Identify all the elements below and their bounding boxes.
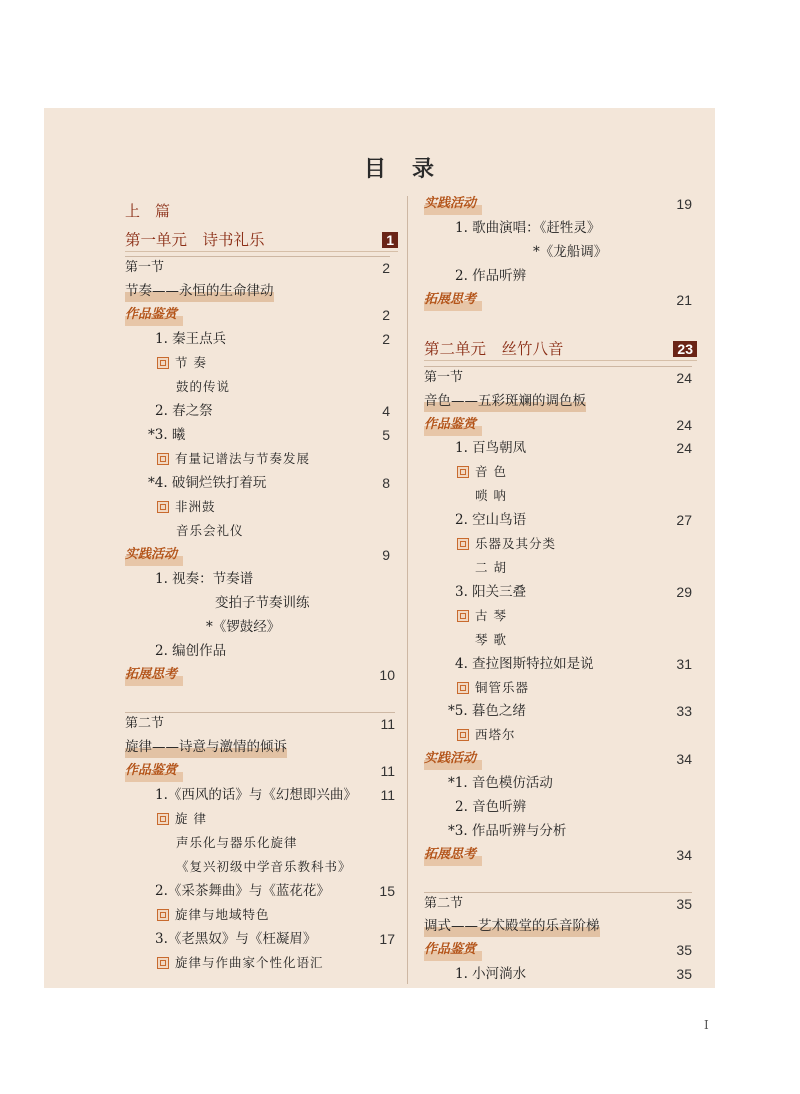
practice-entry[interactable]: 2. 编创作品 (155, 643, 227, 659)
unit-page-badge: 1 (382, 232, 398, 248)
category-practice[interactable]: 实践活动 9 (125, 544, 390, 566)
toc-entry[interactable]: 1. 秦王点兵 2 (155, 331, 390, 347)
category-appreciation[interactable]: 作品鉴赏 35 (424, 939, 692, 961)
toc-entry-optional[interactable]: *5. 暮色之绪 33 (448, 703, 692, 719)
category-practice[interactable]: 实践活动 34 (424, 748, 692, 770)
unit-page-badge: 23 (673, 341, 697, 357)
knot-icon (457, 610, 469, 622)
knowledge-subentry[interactable]: 音乐会礼仪 (176, 523, 244, 538)
toc-entry-optional[interactable]: *4. 破铜烂铁打着玩 8 (148, 475, 390, 491)
toc-entry-optional[interactable]: *3. 曦 5 (148, 427, 390, 443)
category-appreciation[interactable]: 作品鉴赏 24 (424, 414, 692, 436)
knowledge-subentry[interactable]: 《复兴初级中学音乐教科书》 (176, 859, 352, 874)
section-title[interactable]: 节奏——永恒的生命律动 (125, 280, 390, 302)
practice-entry[interactable]: 2. 音色听辨 (455, 799, 527, 815)
practice-entry[interactable]: 2. 作品听辨 (455, 268, 527, 284)
toc-entry[interactable]: 2. 春之祭 4 (155, 403, 390, 419)
knot-icon (457, 538, 469, 550)
knowledge-entry[interactable]: 音 色 (457, 461, 692, 483)
category-practice[interactable]: 实践活动 19 (424, 193, 692, 215)
part-label: 上 篇 (125, 202, 171, 220)
knot-icon (157, 357, 169, 369)
knowledge-subentry[interactable]: 二 胡 (475, 560, 507, 575)
page-number: I (704, 1018, 709, 1032)
practice-entry[interactable]: *3. 作品听辨与分析 (448, 823, 567, 839)
section-title[interactable]: 调式——艺术殿堂的乐音阶梯 (424, 915, 692, 937)
section-label[interactable]: 第一节 24 (424, 366, 692, 389)
knowledge-entry[interactable]: 有量记谱法与节奏发展 (157, 448, 390, 470)
column-divider (407, 196, 408, 984)
practice-entry[interactable]: *1. 音色模仿活动 (448, 775, 553, 791)
toc-entry[interactable]: 3. 阳关三叠 29 (455, 584, 692, 600)
knowledge-entry[interactable]: 西塔尔 (457, 724, 692, 746)
practice-entry[interactable]: 1. 歌曲演唱：《赶牲灵》 (455, 220, 601, 236)
knot-icon (457, 466, 469, 478)
toc-entry[interactable]: 1. 小河淌水 35 (455, 966, 692, 982)
section-label[interactable]: 第二节 35 (424, 892, 692, 915)
practice-subentry[interactable]: 变拍子节奏训练 (215, 595, 310, 611)
knowledge-entry[interactable]: 古 琴 (457, 605, 692, 627)
knot-icon (157, 813, 169, 825)
category-extension[interactable]: 拓展思考 34 (424, 844, 692, 866)
knowledge-entry[interactable]: 非洲鼓 (157, 496, 390, 518)
practice-subentry[interactable]: *《龙船调》 (533, 244, 608, 260)
practice-entry[interactable]: 1. 视奏：节奏谱 (155, 571, 254, 587)
knowledge-subentry[interactable]: 鼓的传说 (176, 379, 231, 394)
knowledge-subentry[interactable]: 唢 呐 (475, 488, 507, 503)
section-label[interactable]: 第一节 2 (125, 256, 390, 279)
knowledge-subentry[interactable]: 声乐化与器乐化旋律 (176, 835, 298, 850)
knowledge-entry[interactable]: 节 奏 (157, 352, 390, 374)
category-extension[interactable]: 拓展思考 21 (424, 289, 692, 311)
toc-entry[interactable]: 1.《西风的话》与《幻想即兴曲》 11 (155, 787, 395, 803)
knot-icon (457, 682, 469, 694)
knot-icon (157, 501, 169, 513)
toc-entry[interactable]: 4. 查拉图斯特拉如是说 31 (455, 656, 692, 672)
section-label[interactable]: 第二节 11 (125, 712, 395, 735)
section-title[interactable]: 旋律——诗意与激情的倾诉 (125, 736, 395, 758)
toc-entry[interactable]: 1. 百鸟朝凤 24 (455, 440, 692, 456)
knowledge-entry[interactable]: 铜管乐器 (457, 677, 692, 699)
knot-icon (157, 453, 169, 465)
toc-entry[interactable]: 2. 空山鸟语 27 (455, 512, 692, 528)
knot-icon (157, 909, 169, 921)
practice-subentry[interactable]: *《锣鼓经》 (206, 619, 281, 635)
knowledge-subentry[interactable]: 琴 歌 (475, 632, 507, 647)
category-extension[interactable]: 拓展思考 10 (125, 664, 395, 686)
toc-entry[interactable]: 3.《老黑奴》与《枉凝眉》 17 (155, 931, 395, 947)
category-appreciation[interactable]: 作品鉴赏 11 (125, 760, 395, 782)
knot-icon (157, 957, 169, 969)
knowledge-entry[interactable]: 乐器及其分类 (457, 533, 692, 555)
knot-icon (457, 729, 469, 741)
unit-heading-1[interactable]: 第一单元 诗书礼乐 1 (125, 229, 398, 252)
knowledge-entry[interactable]: 旋律与作曲家个性化语汇 (157, 952, 395, 974)
unit-heading-2[interactable]: 第二单元 丝竹八音 23 (424, 338, 697, 361)
page-title: 目 录 (363, 157, 436, 182)
knowledge-entry[interactable]: 旋律与地域特色 (157, 904, 395, 926)
knowledge-entry[interactable]: 旋 律 (157, 808, 395, 830)
category-appreciation[interactable]: 作品鉴赏 2 (125, 304, 390, 326)
toc-entry[interactable]: 2.《采茶舞曲》与《蓝花花》 15 (155, 883, 395, 899)
section-title[interactable]: 音色——五彩斑斓的调色板 (424, 390, 692, 412)
